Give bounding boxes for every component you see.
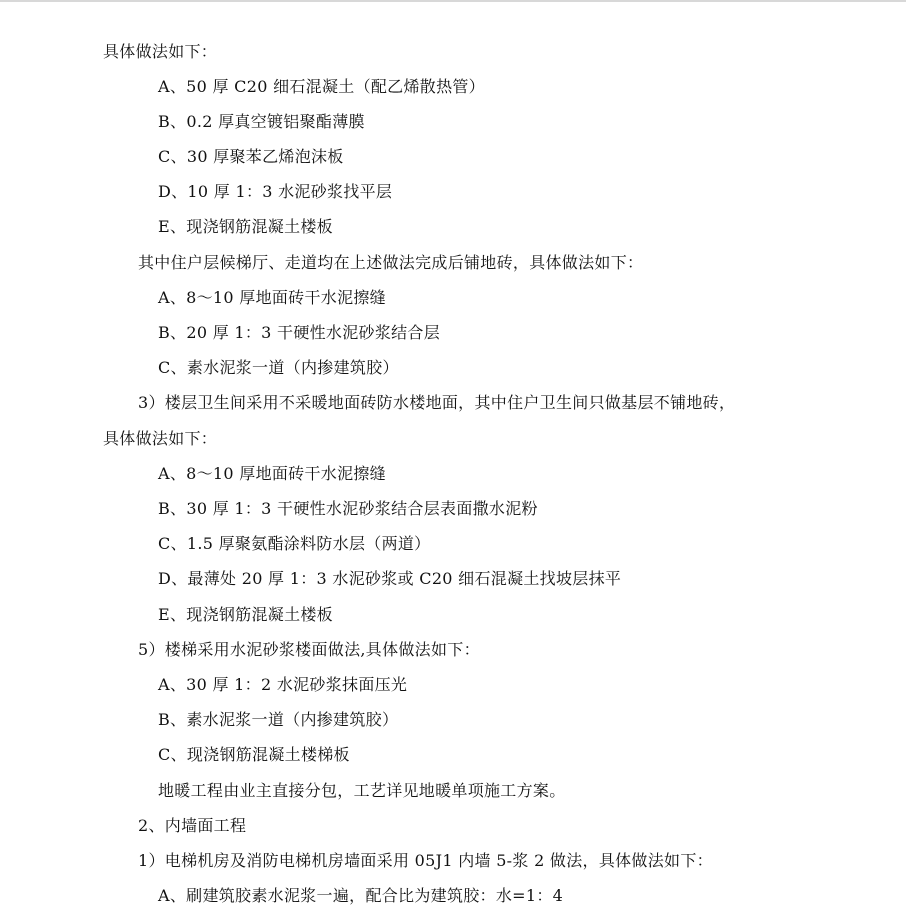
list-item: B、20 厚 1：3 干硬性水泥砂浆结合层: [158, 323, 441, 342]
text-line: 具体做法如下：: [103, 42, 218, 61]
list-item: A、30 厚 1：2 水泥砂浆抹面压光: [158, 675, 408, 694]
list-item: C、素水泥浆一道（内掺建筑胶）: [158, 358, 399, 377]
paragraph: 其中住户层候梯厅、走道均在上述做法完成后铺地砖，具体做法如下：: [138, 253, 644, 272]
paragraph: 3）楼层卫生间采用不采暖地面砖防水楼地面，其中住户卫生间只做基层不铺地砖，: [138, 393, 736, 412]
list-item: A、50 厚 C20 细石混凝土（配乙烯散热管）: [158, 77, 485, 96]
paragraph: 1）电梯机房及消防电梯机房墙面采用 05J1 内墙 5-浆 2 做法，具体做法如下：: [138, 851, 713, 870]
list-item: C、1.5 厚聚氨酯涂料防水层（两道）: [158, 534, 431, 553]
section-heading: 2、内墙面工程: [138, 816, 247, 835]
list-item: A、8～10 厚地面砖干水泥擦缝: [158, 464, 386, 483]
paragraph: 地暖工程由业主直接分包，工艺详见地暖单项施工方案。: [158, 781, 566, 800]
list-item: B、素水泥浆一道（内掺建筑胶）: [158, 710, 399, 729]
list-item: B、0.2 厚真空镀铝聚酯薄膜: [158, 112, 365, 131]
list-item: E、现浇钢筋混凝土楼板: [158, 605, 333, 624]
list-item: A、8～10 厚地面砖干水泥擦缝: [158, 288, 386, 307]
list-item: C、30 厚聚苯乙烯泡沫板: [158, 147, 344, 166]
list-item: C、现浇钢筋混凝土楼梯板: [158, 745, 350, 764]
list-item: B、30 厚 1：3 干硬性水泥砂浆结合层表面撒水泥粉: [158, 499, 538, 518]
list-item: A、刷建筑胶素水泥浆一遍，配合比为建筑胶：水=1：4: [158, 886, 564, 905]
list-item: D、最薄处 20 厚 1：3 水泥砂浆或 C20 细石混凝土找坡层抹平: [158, 569, 622, 588]
list-item: D、10 厚 1：3 水泥砂浆找平层: [158, 182, 393, 201]
list-item: E、现浇钢筋混凝土楼板: [158, 217, 333, 236]
paragraph: 5）楼梯采用水泥砂浆楼面做法,具体做法如下：: [138, 640, 480, 659]
paragraph-continuation: 具体做法如下：: [103, 429, 218, 448]
